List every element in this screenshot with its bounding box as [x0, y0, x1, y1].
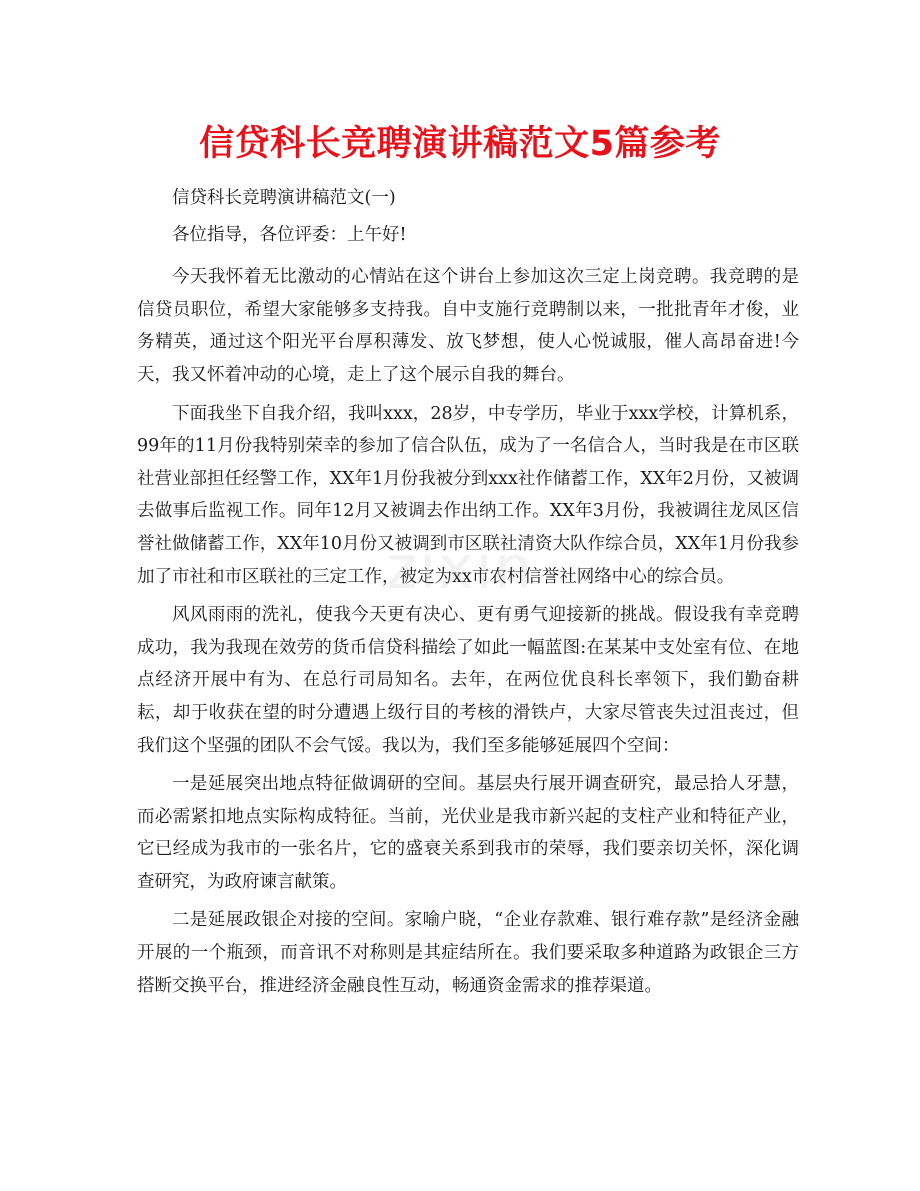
document-body: [137, 182, 799, 1008]
paragraph: 一是延展突出地点特征做调研的空间。基层央行展开调查研究，最忌拾人牙慧，而必需紧扣地点实际构成特征。当前，光伏业是我市新兴起的支柱产业和特征产业，它已经成为我市的一张名片，它的盛衰关系到我市的荣辱，我们要亲切关怀，深化调查研究，为政府谏言献策。: [137, 774, 799, 892]
paragraph: 今天我怀着无比激动的心情站在这个讲台上参加这次三定上岗竞聘。我竞聘的是信贷员职位，希望大家能够多支持我。自中支施行竞聘制以来，一批批青年才俊，业务精英，通过这个阳光平台厚积薄发、放飞梦想，使人心悦诚服，催人高昂奋进!今天，我又怀着冲动的心境，走上了这个展示自我的舞台。: [137, 267, 799, 385]
watermark: zixin: [385, 533, 535, 603]
paragraph: 二是延展政银企对接的空间。家喻户晓，“企业存款难、银行难存款”是经济金融开展的一个瓶颈，而音讯不对称则是其症结所在。我们要采取多种道路为政银企三方搭断交换平台，推进经济金融良性互动，畅通资金需求的推荐渠道。: [137, 910, 799, 996]
paragraph: 风风雨雨的洗礼，使我今天更有决心、更有勇气迎接新的挑战。假设我有幸竞聘成功，我为我现在效劳的货币信贷科描绘了如此一幅蓝图:在某某中支处室有位、在地点经济开展中有为、在总行司局知名。去年，在两位优良科长率领下，我们勤奋耕耘，却于收获在望的时分遭遇上级行目的考核的滑铁卢，大家尽管丧失过沮丧过，但我们这个坚强的团队不会气馁。我以为，我们至多能够延展四个空间：: [137, 605, 799, 756]
salutation-text: 各位指导，各位评委：上午好!: [172, 224, 407, 245]
paragraph: 下面我坐下自我介绍，我叫xxx，28岁，中专学历，毕业于xxx学校，计算机系，99年的11月份我特别荣幸的参加了信合队伍，成为了一名信合人，当时我是在市区联社营业部担任经警工作，XX年1月份我被分到xxx社作储蓄工作，XX年2月份，又被调去做事后监视工作。同年12月又被调去作出纳工作。XX年3月份，我被调往龙凤区信誉社做储蓄工作，XX年10月份又被调到市区联社清资大队作综合员，XX年1月份我参加了市社和市区联社的三定工作，被定为xx市农村信誉社网络中心的综合员。: [137, 403, 799, 587]
section-subtitle: 信贷科长竞聘演讲稿范文(一): [172, 188, 396, 208]
document-title: 信贷科长竞聘演讲稿范文5篇参考: [199, 124, 721, 164]
